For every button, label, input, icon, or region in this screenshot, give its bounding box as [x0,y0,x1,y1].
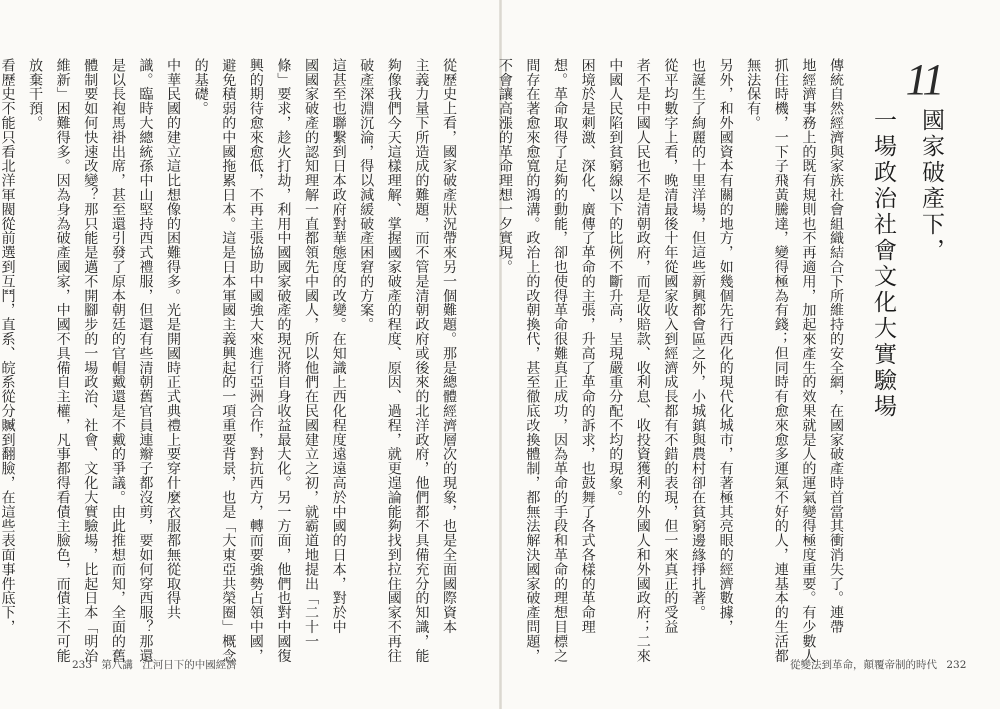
text-column: 傳統自然經濟與家族社會組織結合下所維持的安全網，在國家破產時首當其衝消失了。連帶 [828,58,844,634]
text-column: 中國人民陷到貧窮線以下的比例不斷升高，呈現嚴重分配不均的現象。 [607,58,624,505]
chapter-title-line-1: 國家破產下， [918,108,944,264]
text-column: 從平均數字上看，晚清最後十年從國家收入到經濟成長都有不錯的表現，但一來真正的受益 [662,58,679,634]
text-column: 從歷史上看，國家破產狀況帶來另一個難題。那是總體經濟層次的現象，也是全面國際資本 [441,58,457,634]
text-column: 條」要求，趁火打劫，利用中國國家破產的現況將自身收益最大化。另一方面，他們也對中國復 [275,58,292,663]
text-column: 者不是中國人民也不是清朝政府，而是收賠款、收利息、收投資獲利的外國人和外國政府；二來 [634,58,651,663]
text-column: 不會讓高漲的革命理想一夕實現。 [496,58,513,274]
lecture-label: 第八講 [101,659,133,671]
text-column: 抓住時機，一下子飛黃騰達，變得極為有錢；但同時有愈來愈多運氣不好的人，連基本的生活都 [772,58,789,663]
text-column: 中華民國的建立這比想像的困難得多。光是開國時正式典禮上要穿什麼衣服都無從取得共 [165,58,182,620]
page-number: 233 [72,659,93,671]
text-column: 識。臨時大總統孫中山堅持西式禮服，但還有些清朝舊官員連辮子都沒剪，要如何穿西服？那還 [137,58,154,663]
text-column: 放棄干預。 [27,58,44,130]
text-column: 維新」困難得多。因為身為破產國家，中國不具備自主權，凡事都得看債主臉色，而債主不可能 [54,58,71,663]
text-column: 是以長袍馬褂出席，甚至還引發了原本朝廷的官帽戴還是不戴的爭議。由此推想而知，全面的舊 [109,58,126,663]
running-title: 江河日下的中國經濟 [142,659,237,671]
text-column: 體制要如何快速改變？那只能是邁不開腳步的一場政治、社會、文化大實驗場，比起日本「明治 [82,58,99,663]
text-column: 困境於是刺激、深化、廣傳了革命的主張，升高了革命的訴求，也鼓舞了各式各樣的革命理 [579,58,596,634]
text-column: 間存在著愈來愈寬的鴻溝。政治上的改朝換代，甚至徹底改換體制，都無法解決國家破產問題， [524,58,541,663]
text-column: 也誕生了絢麗的十里洋場，但這些新興都會區之外，小城鎮與農村卻在貧窮邊緣掙扎著。 [690,58,707,620]
page-number: 232 [946,659,967,671]
chapter-heading [852,55,957,420]
text-column: 無法保有。 [745,58,762,130]
text-column: 的基礎。 [192,58,209,116]
text-column: 避免積弱的中國拖累日本。這是日本軍國主義興起的一項重要背景，也是「大東亞共榮圈」概念 [220,58,237,663]
text-column: 破產深淵沉淪，得以減緩破產困窘的方案。 [358,58,375,332]
text-column: 看歷史不能只看北洋軍閥從前選到互鬥，直系、皖系從分贓到翻臉，在這些表面事件底下， [0,58,16,634]
running-title: 從變法到革命，顛覆帝制的時代 [790,659,937,671]
chapter-number: 11 [905,55,943,104]
text-column: 國國家破產的認知理解一直都領先中國人，所以他們在民國建立之初，就霸道地提出「二十一 [303,58,320,649]
right-page-footer [790,657,972,672]
left-page-body [0,58,462,663]
text-column: 想。革命取得了足夠的動能，卻也使得革命很難真正成功，因為革命的手段和革命的理想目標之 [552,58,569,663]
text-column: 興的期待愈來愈低，不再主張協助中國強大來進行亞洲合作，對抗西方，轉而要強勢占領中國， [247,58,264,663]
text-column: 主義力量下所造成的難題，而不管是清朝政府或後來的北洋政府，他們都不具備充分的知識，能 [413,58,430,663]
text-column: 另外，和外國資本有關的地方，如幾個先行西化的現代化城市，有著極其亮眼的經濟數據， [717,58,734,634]
text-column: 夠像我們今天這樣理解、掌握國家破產的程度、原因、過程，就更遑論能夠找到拉住國家不再往 [385,58,402,663]
text-column: 這甚至也聯繫到日本政府對華態度的改變。在知識上西化程度遠遠高於中國的日本，對於中 [330,58,347,634]
chapter-title [852,108,952,420]
chapter-title-line-2: 一場政治社會文化大實驗場 [870,108,896,420]
left-page-footer [72,657,243,672]
right-page-body [496,58,849,663]
text-column: 地經濟事務上的既有規則也不再適用，加起來產生的效果就是人的運氣變得極度重要。有少數人 [800,58,817,663]
